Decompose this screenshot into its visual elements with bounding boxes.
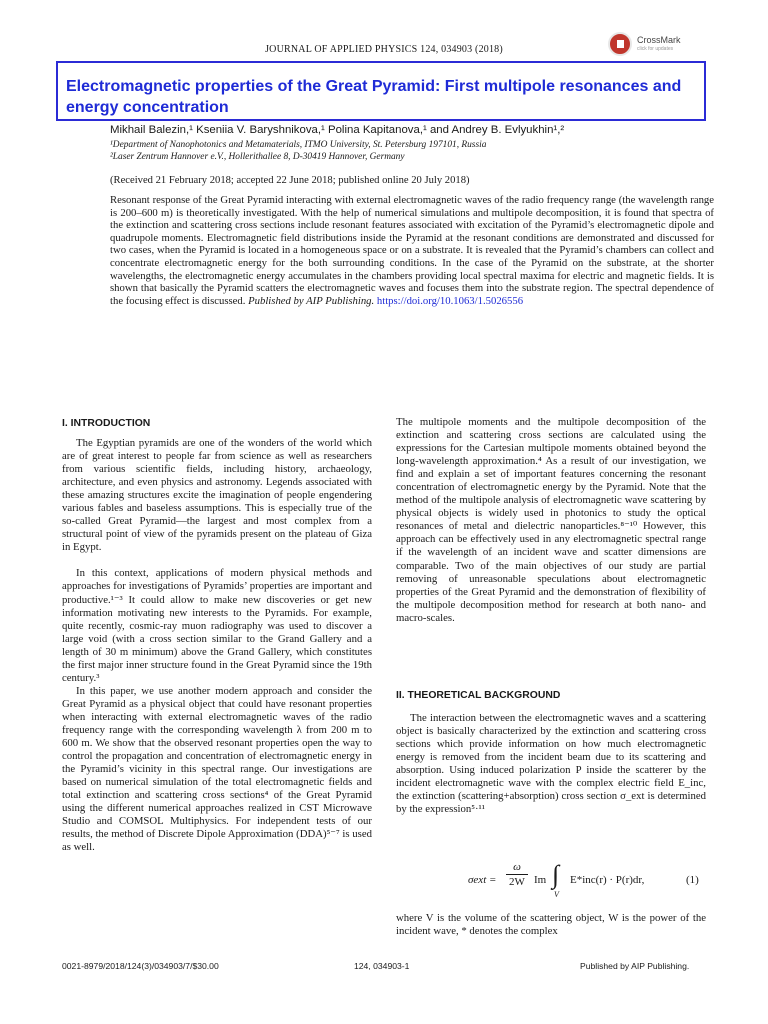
equation-denominator: 2W <box>509 876 525 888</box>
section-heading-theory: II. THEORETICAL BACKGROUND <box>396 690 561 701</box>
equation-1 <box>396 862 706 902</box>
crossmark-label: CrossMark <box>637 35 681 45</box>
doi-link[interactable]: https://doi.org/10.1063/1.5026556 <box>376 294 524 307</box>
integral-sign: ∫ <box>552 860 560 889</box>
equation-im: Im <box>534 874 547 886</box>
right-column-theory <box>396 712 706 816</box>
crossmark-badge[interactable] <box>606 30 706 60</box>
journal-header: JOURNAL OF APPLIED PHYSICS 124, 034903 (2018) <box>265 44 503 55</box>
footer-publisher: Published by AIP Publishing. <box>580 961 690 971</box>
theory-paragraph-1: The interaction between the electromagnetic waves and a scattering object is basically characterized by the extinction and scattering cross sections which provide information on how much electromagnetic energy is removed from the incident beam due to its scattering and absorption. Using induced polarization P inside the scatterer by the incident electromagnetic wave with the complex electric field E_inc, the extinction (scattering+absorption) cross section σ_ext is determined by the expression⁵·¹¹ <box>396 712 706 816</box>
intro-paragraph-3: In this paper, we use another modern approach and consider the Great Pyramid as a physical object that could have resonant properties when interacting with external electromagnetic waves of the radio frequency range with the corresponding wavelength λ from 200 m to 600 m. We show that the observed resonant properties open the way to control the propagation and concentration of electromagnetic energy in the Pyramid’s vicinity in this spectral range. Our investigations are based on numerical simulation of the total electromagnetic fields and total extinction and scattering cross sections⁴ of the Great Pyramid using the different numerical approaches realized in CST Microwave Studio and COMSOL Multiphysics. For independent tests of our results, the method of Discrete Dipole Approximation (DDA)⁵⁻⁷ is used as well. <box>62 684 372 854</box>
received-dates: (Received 21 February 2018; accepted 22 June 2018; published online 20 July 2018) <box>110 175 470 186</box>
abstract-publisher: Published by AIP Publishing. <box>248 294 375 307</box>
intro-paragraph-4: The multipole moments and the multipole decomposition of the extinction and scattering cross sections are calculated using the expressions for the Cartesian multipole moments obtained beyond the long-wavelength approximation.⁴ As a result of our investigation, we find and explain a set of important features concerning the resonant concentration of electromagnetic energy by the Pyramid. Note that the method of the multipole analysis of electromagnetic wave scattering by physical objects is widely used in photonics to study the optical resonances of metal and dielectric nanoparticles.⁸⁻¹⁰ However, this approach can be effectively used in any electromagnetic spectral range if the wavelength of an incident wave and scatter dimensions are comparable. Two of the main objectives of our study are partial removing of unreasonable speculations about electromagnetic properties of the Great Pyramid and the demonstration of flexibility of the multipole decomposition method for research at both nano- and macro-scales. <box>396 416 706 624</box>
intro-paragraph-1: The Egyptian pyramids are one of the wonders of the world which are of great interest to people far from science as well as researchers from various scientific fields, including history, archaeology, architecture, and even physics and astronomy. Legends associated with these amazing structures excite the imagination of people engendering various fables and baseless assumptions. This is especially true of the so-called Great Pyramid—the largest and most complex from a structural point of view of the pyramids present on the plateau of Giza in Egypt. <box>62 437 372 554</box>
affiliation-2: ²Laser Zentrum Hannover e.V., Hollerithallee 8, D-30419 Hannover, Germany <box>110 152 405 162</box>
equation-integrand: E*inc(r) · P(r)dr, <box>570 874 645 886</box>
equation-domain: V <box>554 890 559 899</box>
crossmark-sub: click for updates <box>637 46 674 52</box>
author-list: Mikhail Balezin,¹ Kseniia V. Baryshnikova,¹ Polina Kapitanova,¹ and Andrey B. Evlyukhin¹,² <box>110 124 565 136</box>
section-heading-introduction: I. INTRODUCTION <box>62 418 151 429</box>
footer-page: 124, 034903-1 <box>354 961 410 971</box>
left-column <box>62 437 372 854</box>
abstract <box>110 194 714 307</box>
abstract-text: Resonant response of the Great Pyramid interacting with external electromagnetic waves of the radio frequency range (the wavelength range is 200–600 m) is theoretically investigated. With the help of numerical simulations and multipole decomposition, it is found that spectra of the extinction and scattering cross sections include resonant features associated with excitation of the Pyramid’s electromagnetic dipole and quadrupole moments. Electromagnetic field distributions inside the Pyramid at the resonant conditions are demonstrated and discussed for two cases, when the Pyramid is located in a homogeneous space or on a substrate. It is revealed that the Pyramid’s chambers can collect and concentrate electromagnetic energy for the both surrounding conditions. In the case of the Pyramid on the substrate, at the shorter wavelengths, the electromagnetic energy accumulates in the chambers providing local spectral maxima for electric and magnetic fields. It is shown that basically the Pyramid scatters the electromagnetic waves and focuses them into the substrate region. The spectral dependence of the focusing effect is discussed. <box>110 194 714 307</box>
equation-numerator: ω <box>513 861 521 873</box>
affiliation-1: ¹Department of Nanophotonics and Metamaterials, ITMO University, St. Petersburg 197101, Russia <box>110 140 487 150</box>
intro-paragraph-2: In this context, applications of modern physical methods and approaches for investigations of Pyramids’ properties are important and productive.¹⁻³ It could allow to make new discoveries or get new information motivating new interests to the Pyramids. For example, quite recently, cosmic-ray muon radiography was used to discover a large void (with a cross section similar to the Grand Gallery and a length of 30 m minimum) above the Grand Gallery, which constitutes the first major inner structure found in the Great Pyramid since the 19th century.³ <box>62 567 372 684</box>
equation-number: (1) <box>686 874 699 886</box>
theory-paragraph-2: where V is the volume of the scattering object, W is the power of the incident wave, * denotes the complex <box>396 912 706 938</box>
right-column-bottom <box>396 912 706 938</box>
title-box <box>56 61 706 121</box>
right-column-top <box>396 416 706 625</box>
equation-lhs: σext = <box>468 874 497 886</box>
fraction-bar <box>506 874 528 875</box>
footer-issn: 0021-8979/2018/124(3)/034903/7/$30.00 <box>62 961 219 971</box>
crossmark-icon <box>608 32 632 56</box>
paper-title: Electromagnetic properties of the Great Pyramid: First multipole resonances and energy concentration <box>66 78 682 116</box>
